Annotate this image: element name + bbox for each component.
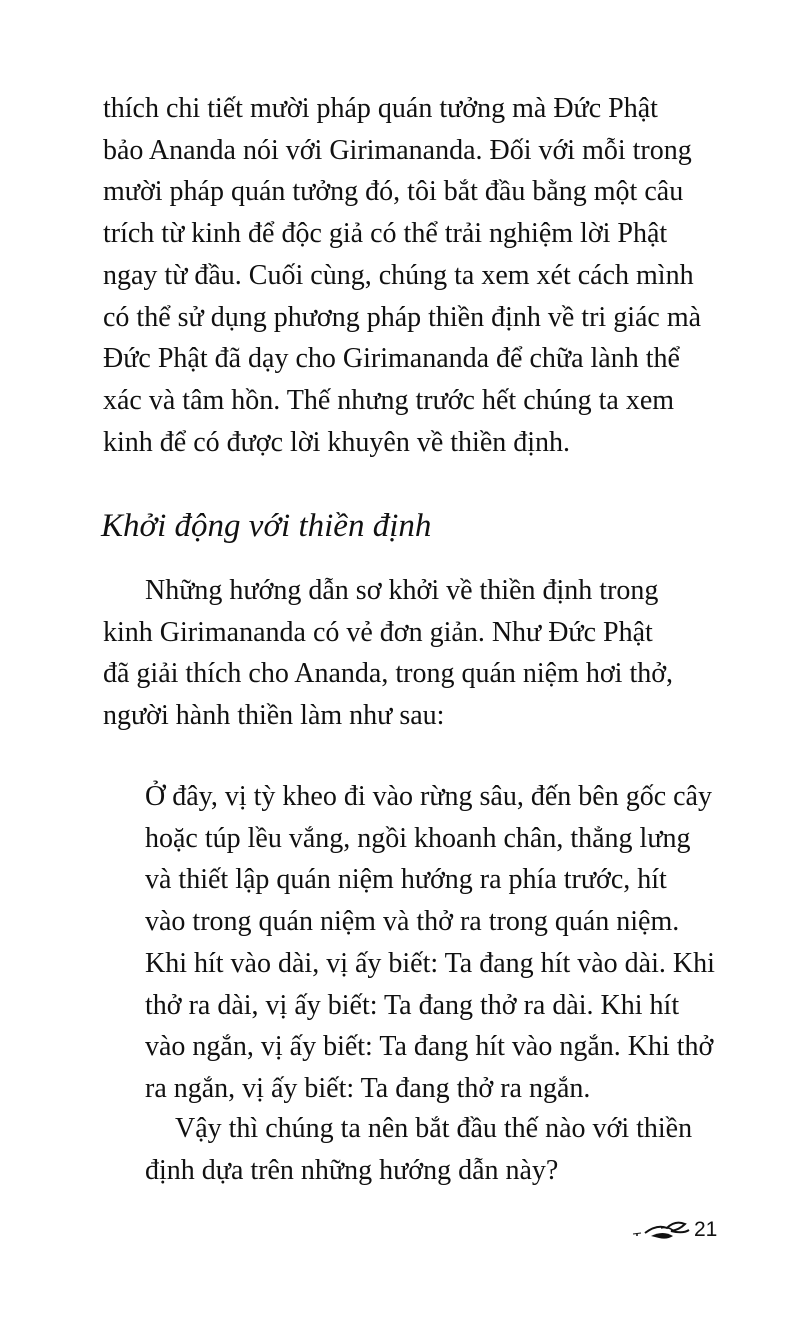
scripture-quote — [145, 776, 715, 1110]
text-line: ngay từ đầu. Cuối cùng, chúng ta xem xét cách mình — [103, 259, 694, 291]
paragraph-intro — [103, 88, 703, 463]
text-line: mười pháp quán tưởng đó, tôi bắt đầu bằng một câu — [103, 176, 684, 208]
quote-line: hoặc túp lều vắng, ngồi khoanh chân, thẳng lưng — [145, 822, 691, 854]
text-line: bảo Ananda nói với Girimananda. Đối với mỗi trong — [103, 134, 692, 166]
text-line: có thể sử dụng phương pháp thiền định về tri giác mà — [103, 301, 702, 333]
text-line: Vậy thì chúng ta nên bắt đầu thế nào với thiền — [175, 1113, 693, 1144]
quote-line: vào trong quán niệm và thở ra trong quán niệm. — [145, 906, 680, 938]
text-line: Những hướng dẫn sơ khởi về thiền định trong — [145, 575, 659, 606]
text-line: kinh để có được lời khuyên về thiền định. — [103, 426, 571, 458]
quote-line: Khi hít vào dài, vị ấy biết: Ta đang hít vào dài. Khi — [145, 947, 715, 979]
text-line: định dựa trên những hướng dẫn này? — [145, 1154, 559, 1186]
quote-line: ra ngắn, vị ấy biết: Ta đang thở ra ngắn. — [145, 1072, 591, 1104]
section-heading: Khởi động với thiền định — [101, 508, 432, 544]
quote-line: và thiết lập quán niệm hướng ra phía trước, hít — [145, 864, 667, 896]
paragraph-instructions — [103, 570, 703, 737]
text-line: xác và tâm hồn. Thế nhưng trước hết chúng ta xem — [103, 384, 675, 416]
quote-line: Ở đây, vị tỳ kheo đi vào rừng sâu, đến bên gốc cây — [145, 781, 712, 812]
text-line: đã giải thích cho Ananda, trong quán niệm hơi thở, — [103, 658, 674, 690]
text-line: thích chi tiết mười pháp quán tưởng mà Đức Phật — [103, 93, 658, 124]
quote-line: vào ngắn, vị ấy biết: Ta đang hít vào ngắn. Khi thở — [145, 1031, 714, 1063]
quote-line: thở ra dài, vị ấy biết: Ta đang thở ra dài. Khi hít — [145, 989, 680, 1021]
text-line: trích từ kinh để độc giả có thể trải nghiệm lời Phật — [103, 218, 668, 250]
flourish-ornament-icon — [631, 1216, 693, 1242]
text-line: người hành thiền làm như sau: — [103, 700, 445, 732]
text-line: Đức Phật đã dạy cho Girimananda để chữa lành thể — [103, 343, 680, 375]
page-number: 21 — [694, 1218, 718, 1241]
quote-followup — [145, 1108, 705, 1191]
text-line: kinh Girimananda có vẻ đơn giản. Như Đức Phật — [103, 616, 653, 648]
